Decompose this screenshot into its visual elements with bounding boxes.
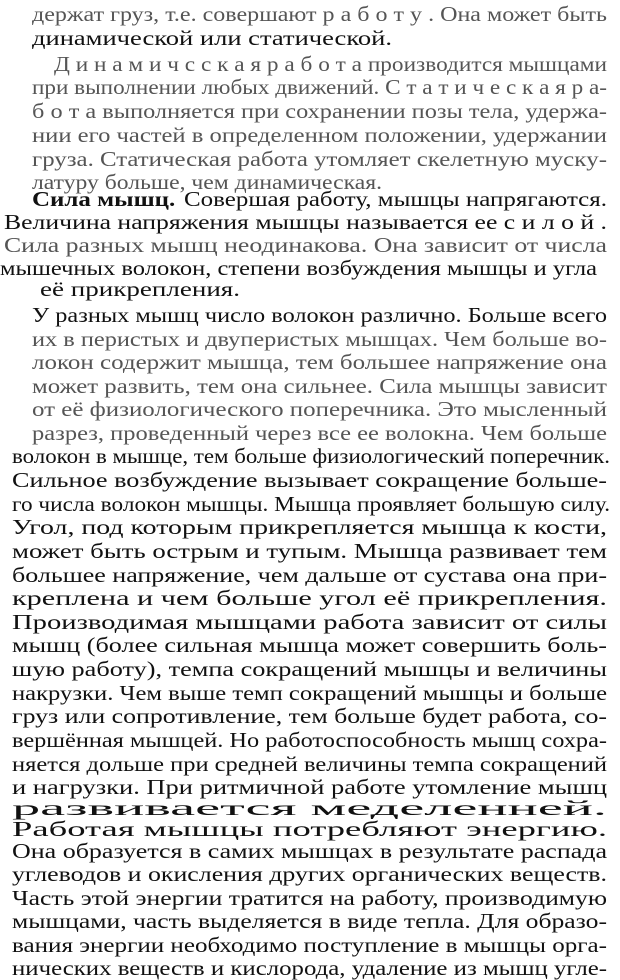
paragraph-text: углеводов и окисления других органических веществ. <box>12 862 607 886</box>
text-line-content <box>12 444 610 468</box>
text-line-content <box>12 515 607 539</box>
text-line-content <box>4 210 607 234</box>
paragraph-text: Сильное возбуждение вызывает сокращение больше- <box>12 468 608 492</box>
text-line-content <box>32 327 607 351</box>
text-line-content <box>32 147 607 171</box>
paragraph-text: разрез, проведенный через все ее волокна. Чем больше <box>32 421 608 445</box>
text-line-content <box>54 52 607 76</box>
text-line <box>32 350 607 374</box>
paragraph-text: Производимая мышцами работа зависит от силы <box>12 610 608 634</box>
paragraph-text: Часть этой энергии тратится на работу, производимую <box>12 886 607 910</box>
paragraph-text: динамической или статической. <box>32 26 392 50</box>
text-line-content <box>12 886 607 910</box>
text-line-content <box>12 817 607 841</box>
text-line-content <box>32 187 607 211</box>
paragraph-text: У разных мышц число волокон различно. Больше всего <box>32 303 607 327</box>
text-line <box>54 52 607 76</box>
paragraph-text: мышц (более сильная мышца может совершить боль- <box>12 633 608 657</box>
paragraph-text: развивается меделенней. <box>12 796 607 820</box>
text-line <box>12 839 607 863</box>
text-line <box>32 397 607 421</box>
text-line <box>12 444 610 468</box>
text-line <box>32 374 607 398</box>
text-line <box>12 886 607 910</box>
paragraph-text: и нагрузки. При ритмичной работе утомление мышц <box>12 775 608 799</box>
paragraph-text: креплена и чем больше угол её прикрепления. <box>12 586 607 610</box>
paragraph-text: вания энергии необходимо поступление в мышцы орга- <box>12 933 608 957</box>
text-line-content <box>12 610 607 634</box>
text-line <box>12 610 607 634</box>
paragraph-text: шую работу), темпа сокращений мышцы и величины <box>12 657 607 681</box>
text-line-content <box>12 933 607 957</box>
paragraph-text: нии его частей в определенном положении, удержании <box>32 123 607 147</box>
text-line <box>32 75 607 99</box>
text-line-content <box>12 728 607 752</box>
text-line <box>32 99 607 123</box>
paragraph-text: Угол, под которым прикрепляется мышца к кости, <box>12 515 607 539</box>
text-line-content <box>32 2 607 26</box>
paragraph-text: большее напряжение, чем дальше от сустава она при- <box>12 563 608 587</box>
paragraph-text: Совершая работу, мышцы напрягаются. <box>184 187 607 211</box>
paragraph-text: накрузки. Чем выше темп сокращений мышцы и больше <box>12 681 608 705</box>
paragraph-text: няется дольше при средней величины темпа сокращений <box>12 752 608 776</box>
text-line-content <box>32 123 607 147</box>
text-line-content <box>32 303 607 327</box>
paragraph-text: груз или сопротивление, тем больше будет работа, со- <box>12 704 608 728</box>
section-heading: Сила мышц. <box>32 187 176 211</box>
text-line-content <box>32 26 392 50</box>
paragraph-text: Величина напряжения мышцы называется ее с и л о й . <box>4 210 607 234</box>
text-line-content <box>12 657 607 681</box>
text-line <box>12 468 607 492</box>
text-line <box>32 147 607 171</box>
paragraph-text: Сила разных мышц неодинакова. Она зависит от числа <box>4 233 607 257</box>
text-line <box>12 862 607 886</box>
text-line <box>40 277 240 301</box>
text-line <box>32 26 392 50</box>
paragraph-text: при выполнении любых движений. С т а т и ч е с к а я р а- <box>32 75 607 99</box>
text-line <box>12 956 607 980</box>
text-line <box>12 681 607 705</box>
text-line-content <box>12 704 607 728</box>
paragraph-text: Она образуется в самих мышцах в результате распада <box>12 839 608 863</box>
text-line <box>12 752 607 776</box>
paragraph-text: латуру больше, чем динамическая. <box>32 170 382 194</box>
paragraph-text: нических веществ и кислорода, удаление из мышц угле- <box>12 956 608 980</box>
text-line-content <box>40 277 240 301</box>
text-line-content <box>12 586 607 610</box>
text-line <box>12 633 607 657</box>
paragraph-text: локон содержит мышца, тем большее напряжение она <box>32 350 608 374</box>
paragraph-text: может развить, тем она сильнее. Сила мышцы зависит <box>32 374 608 398</box>
text-line <box>32 123 607 147</box>
text-line-content <box>32 374 607 398</box>
text-line-content <box>12 909 607 933</box>
text-line-content <box>32 75 607 99</box>
paragraph-text: вершённая мышцей. Но работоспособность мышц сохра- <box>12 728 607 752</box>
text-line <box>12 933 607 957</box>
text-line-content <box>32 421 607 445</box>
text-line <box>32 327 607 351</box>
paragraph-text: от её физиологического поперечника. Это мысленный <box>32 397 608 421</box>
text-line <box>12 704 607 728</box>
paragraph-text: груза. Статическая работа утомляет скелетную мускy- <box>32 147 607 171</box>
text-line-content <box>4 233 607 257</box>
paragraph-text: может быть острым и тупым. Мышца развивает тем <box>12 539 608 563</box>
text-line-content <box>12 681 607 705</box>
paragraph-text: мышцами, часть выделяется в виде тепла. Для образо- <box>12 909 608 933</box>
text-line <box>12 728 607 752</box>
paragraph-text: б о т а выполняется при сохранении позы тела, удержа- <box>32 99 608 123</box>
text-line-content <box>32 397 607 421</box>
paragraph-text: её прикрепления. <box>40 277 241 301</box>
text-line-content <box>12 563 607 587</box>
text-line <box>12 817 607 841</box>
paragraph-text: Д и н а м и ч с с к а я р а б о т а производится мышцами <box>54 52 607 76</box>
paragraph-text: го числа волокон мышцы. Мышца проявляет большую силу. <box>12 492 611 516</box>
text-line <box>12 586 607 610</box>
text-line <box>32 303 607 327</box>
text-line-content <box>12 839 607 863</box>
text-line-content <box>12 539 607 563</box>
text-line <box>4 210 607 234</box>
paragraph-text: мышечных волокон, степени возбуждения мышцы и угла <box>0 256 597 280</box>
text-line <box>32 2 607 26</box>
text-line <box>12 563 607 587</box>
text-line <box>12 909 607 933</box>
text-line <box>12 657 607 681</box>
text-line-content <box>12 956 607 980</box>
text-line <box>12 515 607 539</box>
text-line <box>32 187 607 211</box>
paragraph-text: Работая мышцы потребляют энергию. <box>12 817 608 841</box>
paragraph-text: держат груз, т.е. совершают р а б о т у . Она может быть <box>32 2 607 26</box>
text-line-content <box>12 633 607 657</box>
text-line <box>12 492 610 516</box>
text-line-content <box>32 99 607 123</box>
text-line-content <box>12 468 607 492</box>
text-line-content <box>12 492 610 516</box>
text-line <box>12 539 607 563</box>
text-line <box>32 421 607 445</box>
text-line-content <box>12 862 607 886</box>
paragraph-text: их в перистых и двуперистых мышцах. Чем больше во- <box>32 327 608 351</box>
text-line <box>4 233 607 257</box>
text-line-content <box>32 350 607 374</box>
paragraph-text: волокон в мышце, тем больше физиологический поперечник. <box>12 444 610 468</box>
text-line-content <box>12 752 607 776</box>
